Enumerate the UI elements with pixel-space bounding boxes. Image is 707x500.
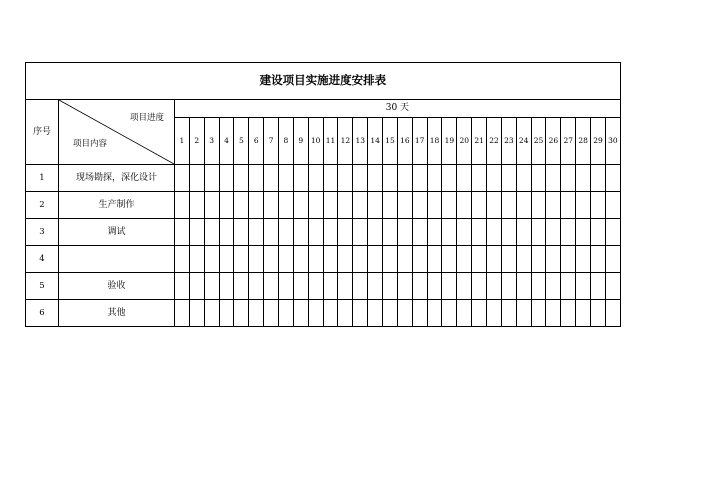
schedule-cell: [457, 273, 472, 300]
day-header: 24: [516, 118, 531, 165]
row-seq: 1: [26, 165, 59, 192]
day-header: 29: [591, 118, 606, 165]
schedule-cell: [427, 246, 442, 273]
schedule-cell: [591, 273, 606, 300]
schedule-cell: [204, 273, 219, 300]
schedule-cell: [487, 246, 502, 273]
schedule-cell: [546, 246, 561, 273]
schedule-cell: [442, 219, 457, 246]
schedule-cell: [249, 273, 264, 300]
schedule-cell: [234, 192, 249, 219]
schedule-cell: [442, 165, 457, 192]
schedule-cell: [442, 192, 457, 219]
schedule-cell: [605, 300, 620, 327]
schedule-cell: [412, 300, 427, 327]
schedule-cell: [323, 300, 338, 327]
schedule-cell: [412, 246, 427, 273]
schedule-cell: [516, 219, 531, 246]
schedule-cell: [457, 246, 472, 273]
schedule-cell: [591, 300, 606, 327]
schedule-cell: [546, 219, 561, 246]
day-header: 25: [531, 118, 546, 165]
table-row: [26, 165, 621, 192]
schedule-cell: [457, 192, 472, 219]
schedule-cell: [175, 219, 190, 246]
schedule-cell: [427, 165, 442, 192]
schedule-cell: [323, 165, 338, 192]
schedule-sheet: [25, 62, 620, 327]
schedule-cell: [338, 192, 353, 219]
day-header: 10: [308, 118, 323, 165]
schedule-cell: [308, 246, 323, 273]
schedule-cell: [591, 192, 606, 219]
day-header: 16: [397, 118, 412, 165]
schedule-cell: [368, 192, 383, 219]
schedule-cell: [472, 246, 487, 273]
schedule-cell: [338, 246, 353, 273]
diagonal-line: [59, 100, 174, 164]
day-header: 5: [234, 118, 249, 165]
day-header: 19: [442, 118, 457, 165]
schedule-cell: [368, 219, 383, 246]
schedule-cell: [531, 165, 546, 192]
schedule-cell: [397, 165, 412, 192]
schedule-cell: [576, 192, 591, 219]
schedule-cell: [264, 246, 279, 273]
day-header: 12: [338, 118, 353, 165]
schedule-cell: [234, 273, 249, 300]
schedule-cell: [576, 246, 591, 273]
schedule-cell: [487, 192, 502, 219]
schedule-cell: [293, 273, 308, 300]
schedule-cell: [279, 192, 294, 219]
schedule-cell: [605, 246, 620, 273]
row-seq: 6: [26, 300, 59, 327]
duration-header: 30 天: [175, 100, 621, 118]
day-header: 23: [501, 118, 516, 165]
schedule-cell: [383, 219, 398, 246]
schedule-cell: [457, 165, 472, 192]
schedule-table: [25, 62, 621, 327]
schedule-cell: [561, 246, 576, 273]
schedule-cell: [279, 246, 294, 273]
row-content: 现场勘探，深化设计: [59, 165, 175, 192]
schedule-cell: [591, 165, 606, 192]
day-header: 8: [279, 118, 294, 165]
diagonal-header: [59, 100, 175, 165]
schedule-cell: [175, 165, 190, 192]
schedule-cell: [605, 219, 620, 246]
schedule-cell: [293, 246, 308, 273]
table-row: [26, 300, 621, 327]
schedule-cell: [383, 165, 398, 192]
schedule-cell: [353, 300, 368, 327]
schedule-cell: [383, 273, 398, 300]
schedule-cell: [516, 273, 531, 300]
day-header: 1: [175, 118, 190, 165]
day-header: 13: [353, 118, 368, 165]
schedule-cell: [576, 273, 591, 300]
schedule-cell: [546, 273, 561, 300]
schedule-cell: [338, 300, 353, 327]
schedule-cell: [293, 300, 308, 327]
row-seq: 3: [26, 219, 59, 246]
schedule-cell: [397, 273, 412, 300]
schedule-cell: [219, 273, 234, 300]
schedule-cell: [308, 192, 323, 219]
schedule-cell: [591, 246, 606, 273]
table-row: [26, 273, 621, 300]
schedule-cell: [412, 273, 427, 300]
schedule-cell: [501, 219, 516, 246]
schedule-cell: [531, 219, 546, 246]
seq-header: 序号: [26, 100, 59, 165]
schedule-cell: [516, 300, 531, 327]
schedule-cell: [501, 273, 516, 300]
schedule-cell: [576, 300, 591, 327]
schedule-cell: [204, 165, 219, 192]
schedule-cell: [249, 192, 264, 219]
schedule-cell: [383, 300, 398, 327]
schedule-cell: [249, 219, 264, 246]
row-content: 调试: [59, 219, 175, 246]
day-header: 6: [249, 118, 264, 165]
schedule-cell: [472, 165, 487, 192]
row-seq: 5: [26, 273, 59, 300]
schedule-cell: [189, 219, 204, 246]
schedule-cell: [487, 219, 502, 246]
schedule-cell: [368, 246, 383, 273]
day-header: 2: [189, 118, 204, 165]
day-header: 3: [204, 118, 219, 165]
schedule-cell: [427, 273, 442, 300]
schedule-cell: [516, 192, 531, 219]
schedule-cell: [531, 300, 546, 327]
schedule-cell: [368, 165, 383, 192]
schedule-cell: [293, 192, 308, 219]
schedule-cell: [487, 165, 502, 192]
schedule-cell: [204, 246, 219, 273]
schedule-cell: [591, 219, 606, 246]
schedule-cell: [576, 165, 591, 192]
schedule-cell: [397, 246, 412, 273]
schedule-cell: [338, 273, 353, 300]
schedule-cell: [293, 165, 308, 192]
schedule-cell: [427, 192, 442, 219]
schedule-cell: [472, 300, 487, 327]
row-content: 生产制作: [59, 192, 175, 219]
schedule-cell: [189, 300, 204, 327]
schedule-cell: [189, 192, 204, 219]
row-content: 验收: [59, 273, 175, 300]
schedule-cell: [487, 300, 502, 327]
schedule-cell: [412, 219, 427, 246]
day-header: 28: [576, 118, 591, 165]
schedule-cell: [264, 219, 279, 246]
schedule-cell: [561, 300, 576, 327]
day-header: 7: [264, 118, 279, 165]
schedule-cell: [561, 219, 576, 246]
schedule-cell: [175, 246, 190, 273]
row-seq: 2: [26, 192, 59, 219]
day-header: 22: [487, 118, 502, 165]
schedule-cell: [397, 192, 412, 219]
day-header: 15: [383, 118, 398, 165]
schedule-cell: [219, 192, 234, 219]
table-row: [26, 219, 621, 246]
schedule-cell: [338, 219, 353, 246]
schedule-cell: [353, 165, 368, 192]
schedule-cell: [531, 246, 546, 273]
schedule-cell: [204, 192, 219, 219]
schedule-cell: [264, 300, 279, 327]
schedule-cell: [219, 165, 234, 192]
progress-label: 项目进度: [129, 113, 164, 123]
schedule-cell: [249, 165, 264, 192]
schedule-cell: [308, 300, 323, 327]
schedule-cell: [353, 273, 368, 300]
day-header: 17: [412, 118, 427, 165]
schedule-cell: [323, 273, 338, 300]
schedule-cell: [264, 192, 279, 219]
day-header: 14: [368, 118, 383, 165]
schedule-cell: [487, 273, 502, 300]
schedule-cell: [501, 246, 516, 273]
schedule-cell: [472, 273, 487, 300]
schedule-cell: [308, 273, 323, 300]
row-seq: 4: [26, 246, 59, 273]
day-header: 21: [472, 118, 487, 165]
schedule-cell: [397, 300, 412, 327]
schedule-cell: [472, 192, 487, 219]
schedule-cell: [249, 300, 264, 327]
schedule-cell: [189, 165, 204, 192]
schedule-cell: [516, 246, 531, 273]
schedule-cell: [368, 273, 383, 300]
schedule-cell: [472, 219, 487, 246]
table-title: 建设项目实施进度安排表: [26, 63, 621, 100]
schedule-cell: [308, 165, 323, 192]
schedule-cell: [531, 192, 546, 219]
schedule-cell: [605, 165, 620, 192]
schedule-cell: [561, 165, 576, 192]
schedule-cell: [279, 273, 294, 300]
schedule-cell: [234, 246, 249, 273]
schedule-cell: [531, 273, 546, 300]
schedule-cell: [353, 192, 368, 219]
schedule-cell: [383, 192, 398, 219]
schedule-cell: [175, 192, 190, 219]
row-content: [59, 246, 175, 273]
day-header: 26: [546, 118, 561, 165]
schedule-cell: [323, 219, 338, 246]
schedule-cell: [204, 300, 219, 327]
schedule-cell: [175, 300, 190, 327]
schedule-cell: [427, 219, 442, 246]
schedule-cell: [546, 300, 561, 327]
schedule-cell: [561, 192, 576, 219]
schedule-cell: [249, 246, 264, 273]
schedule-cell: [501, 300, 516, 327]
schedule-cell: [308, 219, 323, 246]
table-row: [26, 246, 621, 273]
day-header: 30: [605, 118, 620, 165]
schedule-cell: [234, 165, 249, 192]
row-content: 其他: [59, 300, 175, 327]
schedule-cell: [353, 219, 368, 246]
schedule-cell: [442, 300, 457, 327]
day-header: 11: [323, 118, 338, 165]
schedule-cell: [279, 219, 294, 246]
schedule-cell: [234, 219, 249, 246]
schedule-cell: [293, 219, 308, 246]
schedule-cell: [501, 192, 516, 219]
schedule-cell: [605, 273, 620, 300]
schedule-cell: [412, 165, 427, 192]
schedule-cell: [279, 165, 294, 192]
schedule-cell: [383, 246, 398, 273]
schedule-cell: [189, 246, 204, 273]
schedule-cell: [576, 219, 591, 246]
schedule-cell: [516, 165, 531, 192]
schedule-cell: [264, 165, 279, 192]
schedule-cell: [442, 246, 457, 273]
schedule-cell: [368, 300, 383, 327]
day-header: 4: [219, 118, 234, 165]
schedule-cell: [234, 300, 249, 327]
schedule-cell: [546, 165, 561, 192]
schedule-cell: [279, 300, 294, 327]
schedule-cell: [189, 273, 204, 300]
schedule-cell: [219, 246, 234, 273]
schedule-cell: [219, 300, 234, 327]
schedule-cell: [442, 273, 457, 300]
schedule-cell: [204, 219, 219, 246]
schedule-cell: [412, 192, 427, 219]
day-header: 9: [293, 118, 308, 165]
schedule-cell: [605, 192, 620, 219]
schedule-cell: [561, 273, 576, 300]
schedule-cell: [457, 300, 472, 327]
schedule-cell: [427, 300, 442, 327]
schedule-cell: [546, 192, 561, 219]
schedule-cell: [397, 219, 412, 246]
schedule-cell: [338, 165, 353, 192]
schedule-cell: [457, 219, 472, 246]
table-row: [26, 192, 621, 219]
schedule-cell: [323, 246, 338, 273]
day-header: 18: [427, 118, 442, 165]
day-header: 20: [457, 118, 472, 165]
day-header: 27: [561, 118, 576, 165]
content-label: 项目内容: [73, 138, 108, 149]
schedule-cell: [323, 192, 338, 219]
schedule-cell: [219, 219, 234, 246]
schedule-cell: [501, 165, 516, 192]
schedule-cell: [264, 273, 279, 300]
schedule-cell: [353, 246, 368, 273]
schedule-cell: [175, 273, 190, 300]
